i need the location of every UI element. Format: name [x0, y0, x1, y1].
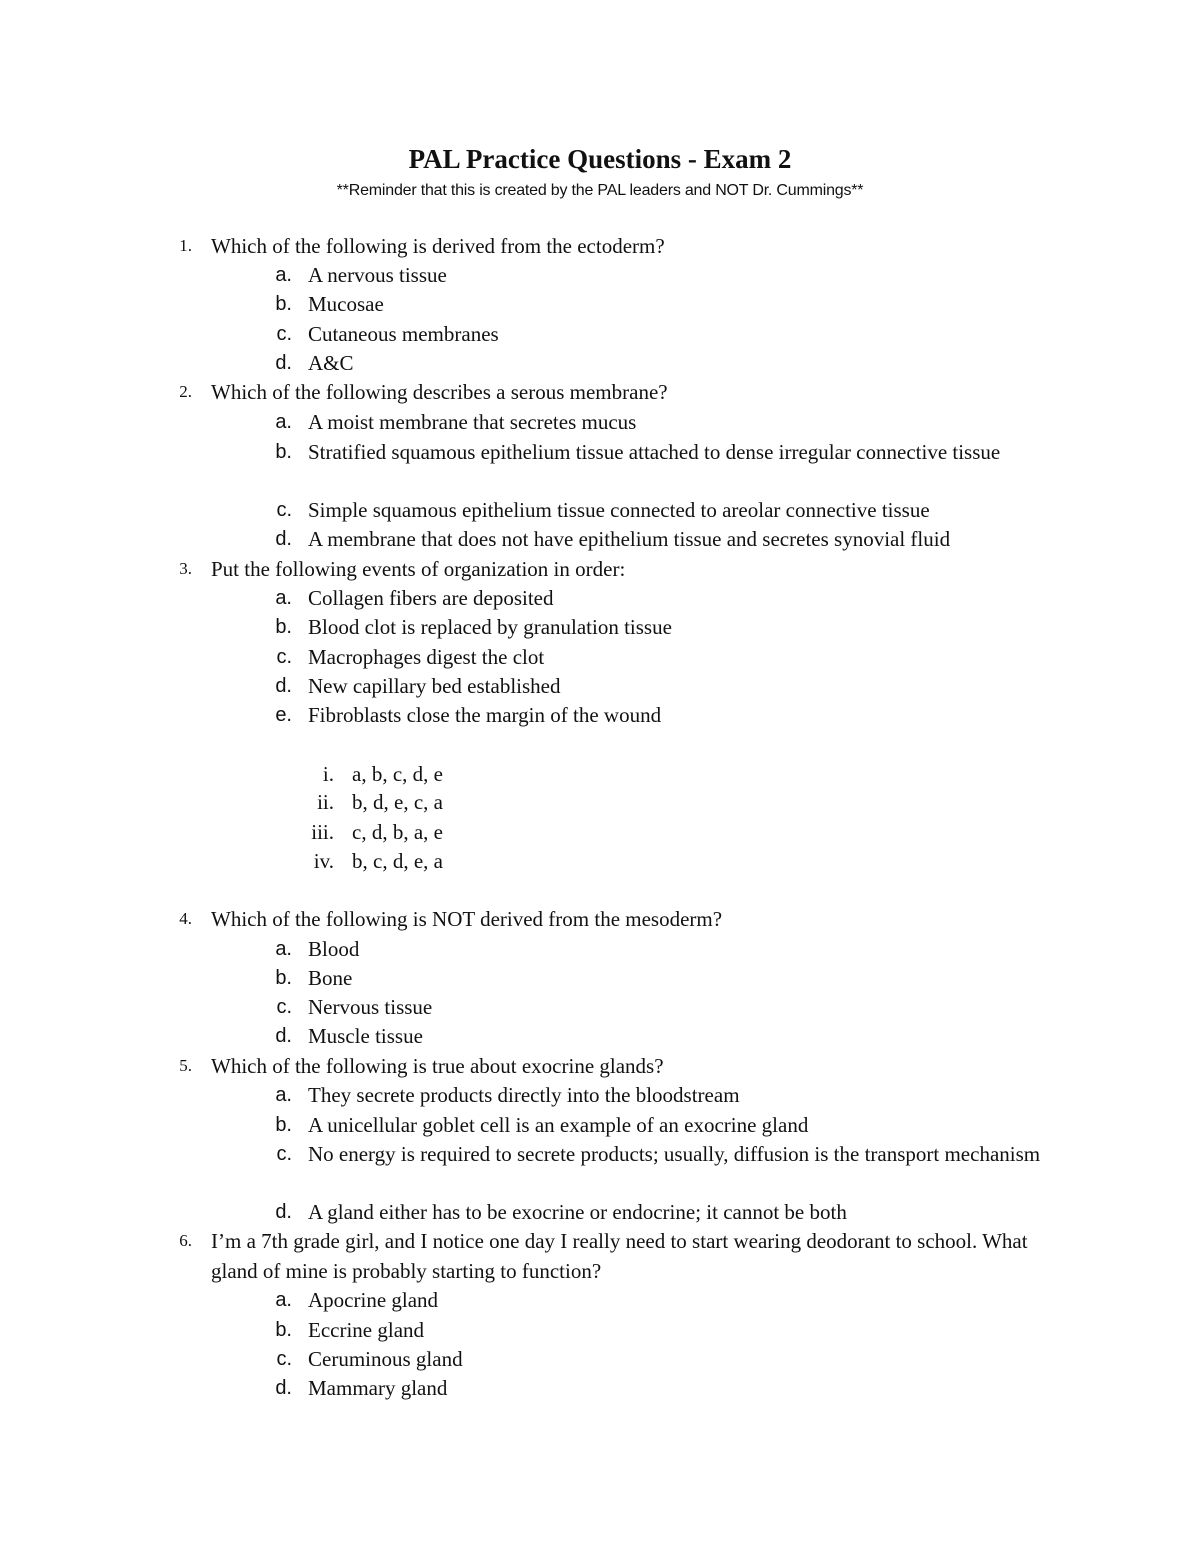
option-letter: a. — [275, 1289, 292, 1311]
option-text: A&C — [308, 351, 354, 375]
choice-text: a, b, c, d, e — [352, 762, 443, 786]
option-letter: a. — [275, 1084, 292, 1106]
choice-numeral: iv. — [313, 849, 334, 873]
option-letter: a. — [275, 264, 292, 286]
question-number: 1. — [179, 236, 192, 255]
question-number: 4. — [179, 909, 192, 928]
choice-numeral: iii. — [311, 820, 334, 844]
question-text: Which of the following is true about exocrine glands? — [211, 1054, 664, 1078]
option-text: Stratified squamous epithelium tissue attached to dense irregular connective tissue — [308, 440, 1001, 464]
choice-text: b, d, e, c, a — [352, 790, 443, 814]
option-text: Eccrine gland — [308, 1318, 425, 1342]
option-letter: b. — [275, 293, 292, 315]
option-text: They secrete products directly into the bloodstream — [308, 1083, 740, 1107]
option-letter: d. — [275, 1201, 292, 1223]
option-text: New capillary bed established — [308, 674, 561, 698]
option-text: Macrophages digest the clot — [308, 645, 545, 669]
page-title: PAL Practice Questions - Exam 2 — [408, 144, 792, 174]
option-letter: b. — [275, 1319, 292, 1341]
option-letter: a. — [275, 938, 292, 960]
choice-text: b, c, d, e, a — [352, 849, 443, 873]
option-text: Blood clot is replaced by granulation tissue — [308, 615, 672, 639]
question-text: Which of the following describes a serous membrane? — [211, 380, 668, 404]
option-text: A nervous tissue — [308, 263, 447, 287]
option-text: Cutaneous membranes — [308, 322, 499, 346]
question-text: Put the following events of organization in order: — [211, 557, 626, 581]
choice-numeral: ii. — [317, 790, 334, 814]
option-letter: b. — [275, 441, 292, 463]
option-letter: b. — [275, 616, 292, 638]
option-text: Muscle tissue — [308, 1024, 423, 1048]
option-letter: d. — [275, 528, 292, 550]
option-text: Blood — [308, 937, 360, 961]
question-text: Which of the following is NOT derived from the mesoderm? — [211, 907, 723, 931]
option-text: A unicellular goblet cell is an example of an exocrine gland — [308, 1113, 809, 1137]
option-letter: c. — [276, 1143, 292, 1165]
option-letter: a. — [275, 411, 292, 433]
question-number: 3. — [179, 559, 192, 578]
question-text: I’m a 7th grade girl, and I notice one day I really need to start wearing deodorant to school. What gland of mine is probably starting to function? — [211, 1229, 1028, 1283]
option-text: Apocrine gland — [308, 1288, 439, 1312]
option-text: Mucosae — [308, 292, 384, 316]
option-letter: c. — [276, 996, 292, 1018]
choice-numeral: i. — [322, 762, 334, 786]
option-letter: c. — [276, 323, 292, 345]
option-letter: d. — [275, 1377, 292, 1399]
option-letter: c. — [276, 499, 292, 521]
option-text: A gland either has to be exocrine or endocrine; it cannot be both — [308, 1200, 847, 1224]
option-letter: e. — [275, 704, 292, 726]
page-subtitle: **Reminder that this is created by the PAL leaders and NOT Dr. Cummings** — [336, 182, 864, 199]
option-letter: a. — [275, 587, 292, 609]
option-text: Fibroblasts close the margin of the wound — [308, 703, 662, 727]
option-text: A membrane that does not have epithelium tissue and secretes synovial fluid — [308, 527, 951, 551]
option-letter: b. — [275, 1114, 292, 1136]
option-letter: b. — [275, 967, 292, 989]
option-text: Bone — [308, 966, 353, 990]
option-text: Ceruminous gland — [308, 1347, 463, 1371]
option-letter: d. — [275, 675, 292, 697]
question-number: 2. — [179, 382, 192, 401]
option-letter: d. — [275, 1025, 292, 1047]
option-text: Simple squamous epithelium tissue connected to areolar connective tissue — [308, 498, 930, 522]
option-letter: c. — [276, 1348, 292, 1370]
option-text: Nervous tissue — [308, 995, 433, 1019]
option-text: Mammary gland — [308, 1376, 448, 1400]
choice-text: c, d, b, a, e — [352, 820, 443, 844]
question-number: 5. — [179, 1056, 192, 1075]
option-letter: d. — [275, 352, 292, 374]
question-number: 6. — [179, 1231, 192, 1250]
option-text: A moist membrane that secretes mucus — [308, 410, 637, 434]
question-text: Which of the following is derived from the ectoderm? — [211, 234, 665, 258]
option-letter: c. — [276, 646, 292, 668]
option-text: No energy is required to secrete products; usually, diffusion is the transport mechanism — [308, 1142, 1041, 1166]
option-text: Collagen fibers are deposited — [308, 586, 554, 610]
